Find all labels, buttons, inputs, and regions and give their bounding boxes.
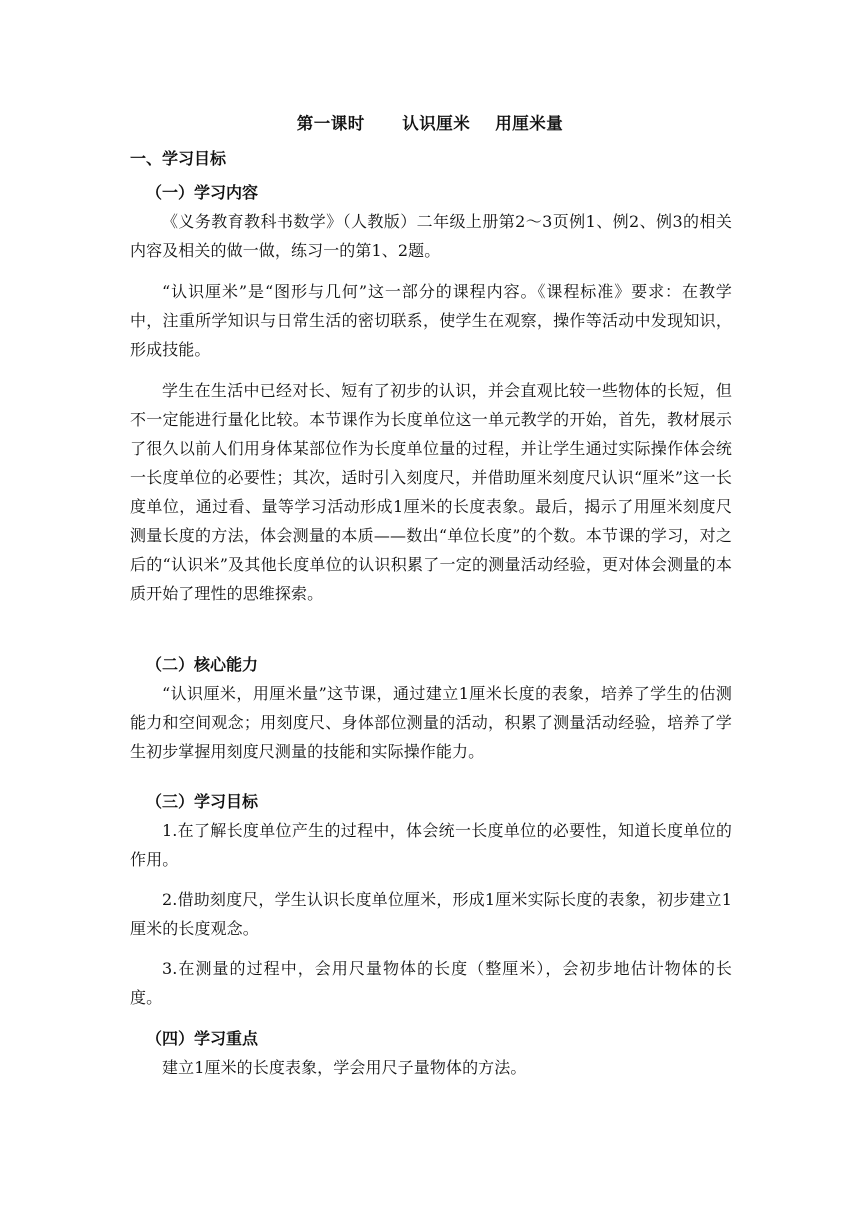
paragraph-key-points: 建立1厘米的长度表象，学会用尺子量物体的方法。 bbox=[162, 1058, 527, 1077]
subheading-core-abilities: （二）核心能力 bbox=[146, 655, 259, 674]
subheading-key-points: （四）学习重点 bbox=[146, 1029, 259, 1048]
lesson-title: 第一课时 认识厘米 用厘米量 bbox=[296, 114, 564, 133]
objective-item-3: 3.在测量的过程中，会用尺量物体的长度（整厘米），会初步地估计物体的长度。 bbox=[130, 959, 732, 1007]
paragraph-analysis: 学生在生活中已经对长、短有了初步的认识，并会直观比较一些物体的长短，但不一定能进行量化比较。本节课作为长度单位这一单元教学的开始，首先，教材展示了很久以前人们用身体某部位作为长度单位量的过程，并让学生通过实际操作体会统一长度单位的必要性；其次，适时引入刻度尺，并借助厘米刻度尺认识“厘米”这一长度单位，通过看、量等学习活动形成1厘米的长度表象。最后，揭示了用厘米刻度尺测量长度的方法，体会测量的本质——数出“单位长度”的个数。本节课的学习，对之后的“认识米”及其他长度单位的认识积累了一定的测量活动经验，更对体会测量的本质开始了理性的思维探索。 bbox=[130, 381, 732, 603]
section-heading-learning-goals: 一、学习目标 bbox=[130, 149, 227, 168]
paragraph-content-scope: 《义务教育教科书数学》（人教版）二年级上册第2～3页例1、例2、例3的相关内容及相关的做一做，练习一的第1、2题。 bbox=[130, 212, 732, 260]
paragraph-core-abilities: “认识厘米，用厘米量”这节课，通过建立1厘米长度的表象，培养了学生的估测能力和空间观念；用刻度尺、身体部位测量的活动，积累了测量活动经验，培养了学生初步掌握用刻度尺测量的技能和实际操作能力。 bbox=[130, 684, 732, 761]
subheading-learning-content: （一）学习内容 bbox=[146, 183, 259, 202]
objective-item-1: 1.在了解长度单位产生的过程中，体会统一长度单位的必要性，知道长度单位的作用。 bbox=[130, 821, 732, 869]
objective-item-2: 2.借助刻度尺，学生认识长度单位厘米，形成1厘米实际长度的表象，初步建立1厘米的长度观念。 bbox=[130, 890, 732, 938]
paragraph-curriculum: “认识厘米”是“图形与几何”这一部分的课程内容。《课程标准》要求：在教学中，注重所学知识与日常生活的密切联系，使学生在观察，操作等活动中发现知识，形成技能。 bbox=[130, 282, 732, 359]
subheading-learning-objectives: （三）学习目标 bbox=[146, 792, 259, 811]
